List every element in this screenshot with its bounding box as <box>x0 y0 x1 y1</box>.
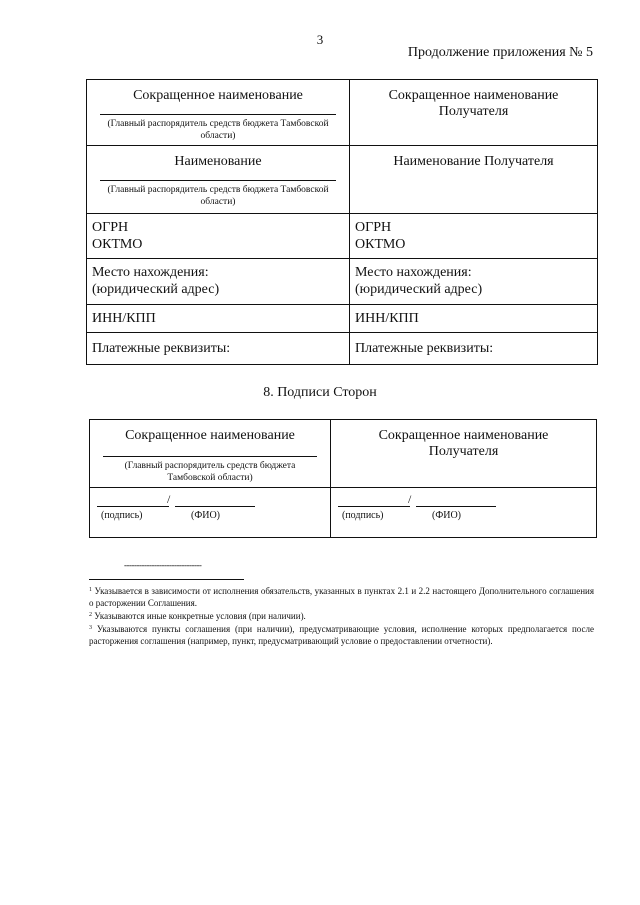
table-row <box>87 333 598 365</box>
table-row <box>90 488 597 538</box>
page-number: 3 <box>316 32 324 47</box>
footnote-mark: 3 <box>89 625 92 631</box>
footnote-3 <box>89 622 594 647</box>
appendix-note: Продолжение приложения № 5 <box>407 45 593 60</box>
table-row <box>87 214 598 259</box>
sig-left-short-name: Сокращенное наименование <box>125 428 295 443</box>
name-underline <box>100 180 336 181</box>
requisites-table <box>86 79 598 365</box>
left-ogrn-cell <box>87 214 350 259</box>
right-short-name: Сокращенное наименование Получателя <box>388 88 559 119</box>
right-legal-address: (юридический адрес) <box>355 282 483 297</box>
left-payment-details: Платежные реквизиты: <box>92 341 231 356</box>
right-ogrn-cell <box>350 214 598 259</box>
right-inn-kpp: ИНН/КПП <box>355 311 419 326</box>
sig-left-caption: (Главный распорядитель средств бюджета Тамбовской области) <box>124 461 296 483</box>
left-inn-cell <box>87 305 350 333</box>
left-inn-kpp: ИНН/КПП <box>92 311 156 326</box>
sig-left-name-cell <box>90 420 331 488</box>
signature-underline <box>100 114 336 115</box>
footnote-text: Указываются иные конкретные условия (при наличии). <box>94 611 306 621</box>
right-location: Место нахождения: <box>355 265 472 280</box>
right-oktmo: ОКТМО <box>355 237 406 252</box>
footnotes <box>89 584 594 647</box>
table-row <box>87 305 598 333</box>
fio-caption: (ФИО) <box>191 510 221 521</box>
signature-caption: (подпись) <box>342 510 384 521</box>
signatures-table <box>89 419 597 538</box>
slash: / <box>167 492 171 506</box>
signature-blank <box>338 506 410 507</box>
sig-right-sign-cell <box>331 488 597 538</box>
footnote-mark: 1 <box>89 587 92 593</box>
footnote-1 <box>89 584 594 609</box>
left-name-cell <box>87 146 350 214</box>
sig-left-sign-cell <box>90 488 331 538</box>
left-payment-cell <box>87 333 350 365</box>
left-short-name-cell <box>87 80 350 146</box>
left-legal-address: (юридический адрес) <box>92 282 220 297</box>
right-name: Наименование Получателя <box>393 154 554 169</box>
slash: / <box>408 492 412 506</box>
signatures-title: 8. Подписи Сторон <box>263 385 377 400</box>
dashed-separator: ------------------------------- <box>124 560 202 570</box>
footnote-text: Указываются пункты соглашения (при наличии), предусматривающие условия, исполнение которых предполагается после расторжения соглашения (например, пункт, предусматривающий условие о предоставлении отчетности). <box>89 624 594 646</box>
signature-caption: (подпись) <box>101 510 143 521</box>
fio-caption: (ФИО) <box>432 510 462 521</box>
left-short-name: Сокращенное наименование <box>133 88 303 103</box>
left-short-name-caption: (Главный распорядитель средств бюджета Тамбовской области) <box>107 119 329 141</box>
left-oktmo: ОКТМО <box>92 237 143 252</box>
fio-blank <box>416 506 496 507</box>
sig-name-underline <box>103 456 317 457</box>
right-inn-cell <box>350 305 598 333</box>
table-row <box>87 80 598 146</box>
footnote-rule <box>89 579 244 580</box>
sig-right-name-cell <box>331 420 597 488</box>
footnote-text: Указывается в зависимости от исполнения обязательств, указанных в пунктах 2.1 и 2.2 настоящего Дополнительного соглашения о расторжении Соглашения. <box>89 586 595 608</box>
right-short-name-cell <box>350 80 598 146</box>
right-payment-cell <box>350 333 598 365</box>
signature-blank <box>97 506 169 507</box>
footnote-2 <box>89 609 594 622</box>
left-ogrn: ОГРН <box>92 220 129 235</box>
right-ogrn: ОГРН <box>355 220 392 235</box>
signature-line-right <box>336 492 591 521</box>
right-payment-details: Платежные реквизиты: <box>355 341 494 356</box>
left-name-caption: (Главный распорядитель средств бюджета Тамбовской области) <box>107 185 329 207</box>
table-row <box>90 420 597 488</box>
table-row <box>87 259 598 305</box>
left-location: Место нахождения: <box>92 265 209 280</box>
signature-line-left <box>95 492 325 521</box>
right-location-cell <box>350 259 598 305</box>
left-location-cell <box>87 259 350 305</box>
sig-right-short-name: Сокращенное наименование Получателя <box>378 428 549 459</box>
table-row <box>87 146 598 214</box>
fio-blank <box>175 506 255 507</box>
left-name: Наименование <box>174 154 262 169</box>
right-name-cell <box>350 146 598 214</box>
footnote-mark: 2 <box>89 612 92 618</box>
